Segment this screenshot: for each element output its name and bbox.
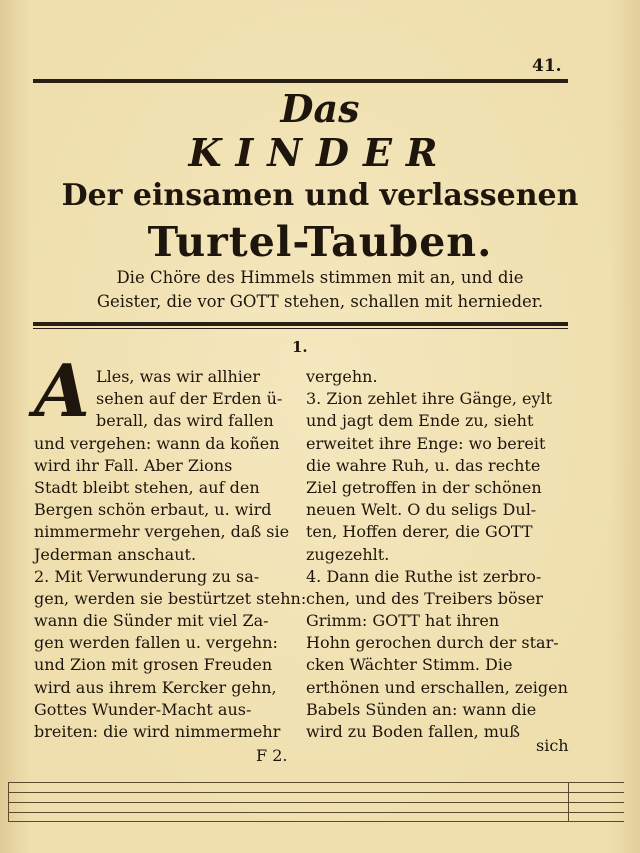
text-line: sehen auf der Erden ü- bbox=[96, 389, 283, 409]
title-line-3: Der einsamen und verlassenen bbox=[61, 178, 579, 213]
text-line: Grimm: GOTT hat ihren bbox=[306, 611, 500, 631]
text-line: Gottes Wunder-Macht aus- bbox=[34, 699, 252, 719]
text-line: und jagt dem Ende zu, sieht bbox=[306, 411, 534, 431]
staff-line bbox=[8, 792, 624, 793]
text-line: zugezehlt. bbox=[306, 544, 390, 564]
text-line: und vergehen: wann da koñen bbox=[34, 433, 280, 453]
text-line: Hohn gerochen durch der star- bbox=[306, 633, 559, 653]
staff-bar bbox=[568, 782, 569, 822]
text-line: vergehn. bbox=[306, 367, 378, 386]
section-rule-thin bbox=[33, 328, 568, 329]
text-line: neuen Welt. O du seligs Dul- bbox=[306, 500, 537, 520]
text-line: wird ihr Fall. Aber Zions bbox=[34, 455, 233, 475]
verse-number: 1. bbox=[292, 338, 308, 356]
text-line: chen, und des Treibers böser bbox=[306, 588, 543, 608]
text-line: Babels Sünden an: wann die bbox=[306, 699, 537, 719]
section-rule-thick bbox=[33, 322, 568, 326]
title-line-2: KINDER bbox=[188, 130, 452, 175]
text-line: gen, werden sie bestürtzet stehn: bbox=[34, 588, 307, 608]
text-line: berall, das wird fallen bbox=[96, 411, 274, 431]
text-line: die wahre Ruh, u. das rechte bbox=[306, 455, 541, 475]
text-line: und Zion mit grosen Freuden bbox=[34, 655, 273, 675]
text-line: wird aus ihrem Kercker gehn, bbox=[34, 677, 277, 697]
music-staff bbox=[8, 782, 624, 822]
title-line-1: Das bbox=[280, 86, 360, 131]
text-line: Ziel getroffen in der schönen bbox=[306, 477, 542, 497]
text-line: erweitet ihre Enge: wo bereit bbox=[306, 433, 546, 453]
drop-capital: A bbox=[34, 348, 90, 433]
left-column bbox=[34, 366, 307, 743]
subtitle-line-1: Die Chöre des Himmels stimmen mit an, und die bbox=[116, 268, 524, 287]
page-number: 41. bbox=[532, 56, 562, 76]
text-line: Jederman anschaut. bbox=[34, 544, 197, 564]
staff-line bbox=[8, 802, 624, 803]
text-line: Stadt bleibt stehen, auf den bbox=[34, 477, 260, 497]
staff-line bbox=[8, 821, 624, 822]
title-line-4: Turtel-Tauben. bbox=[147, 218, 493, 266]
staff-line bbox=[8, 782, 624, 783]
text-line: wann die Sünder mit viel Za- bbox=[34, 611, 269, 631]
staff-line bbox=[8, 812, 624, 813]
signature-mark: F 2. bbox=[256, 746, 288, 765]
text-line: breiten: die wird nimmermehr bbox=[34, 722, 281, 741]
subtitle-line-2: Geister, die vor GOTT stehen, schallen mit hernieder. bbox=[96, 292, 544, 311]
text-line: 3. Zion zehlet ihre Gänge, eylt bbox=[306, 389, 553, 409]
text-line: cken Wächter Stimm. Die bbox=[306, 655, 513, 675]
text-line: erthönen und erschallen, zeigen bbox=[306, 677, 568, 697]
staff-bar bbox=[8, 782, 9, 822]
text-line: 4. Dann die Ruthe ist zerbro- bbox=[306, 566, 542, 586]
text-line: Bergen schön erbaut, u. wird bbox=[34, 500, 272, 520]
right-column bbox=[306, 366, 568, 743]
text-line: wird zu Boden fallen, muß bbox=[306, 722, 520, 741]
text-line: nimmermehr vergehen, daß sie bbox=[34, 522, 290, 542]
catchword: sich bbox=[536, 736, 569, 755]
text-line: gen werden fallen u. vergehn: bbox=[34, 633, 278, 653]
text-line: ten, Hoffen derer, die GOTT bbox=[306, 522, 533, 542]
text-line: Lles, was wir allhier bbox=[96, 367, 260, 386]
text-line: 2. Mit Verwunderung zu sa- bbox=[34, 566, 260, 586]
header-rule bbox=[33, 79, 568, 83]
